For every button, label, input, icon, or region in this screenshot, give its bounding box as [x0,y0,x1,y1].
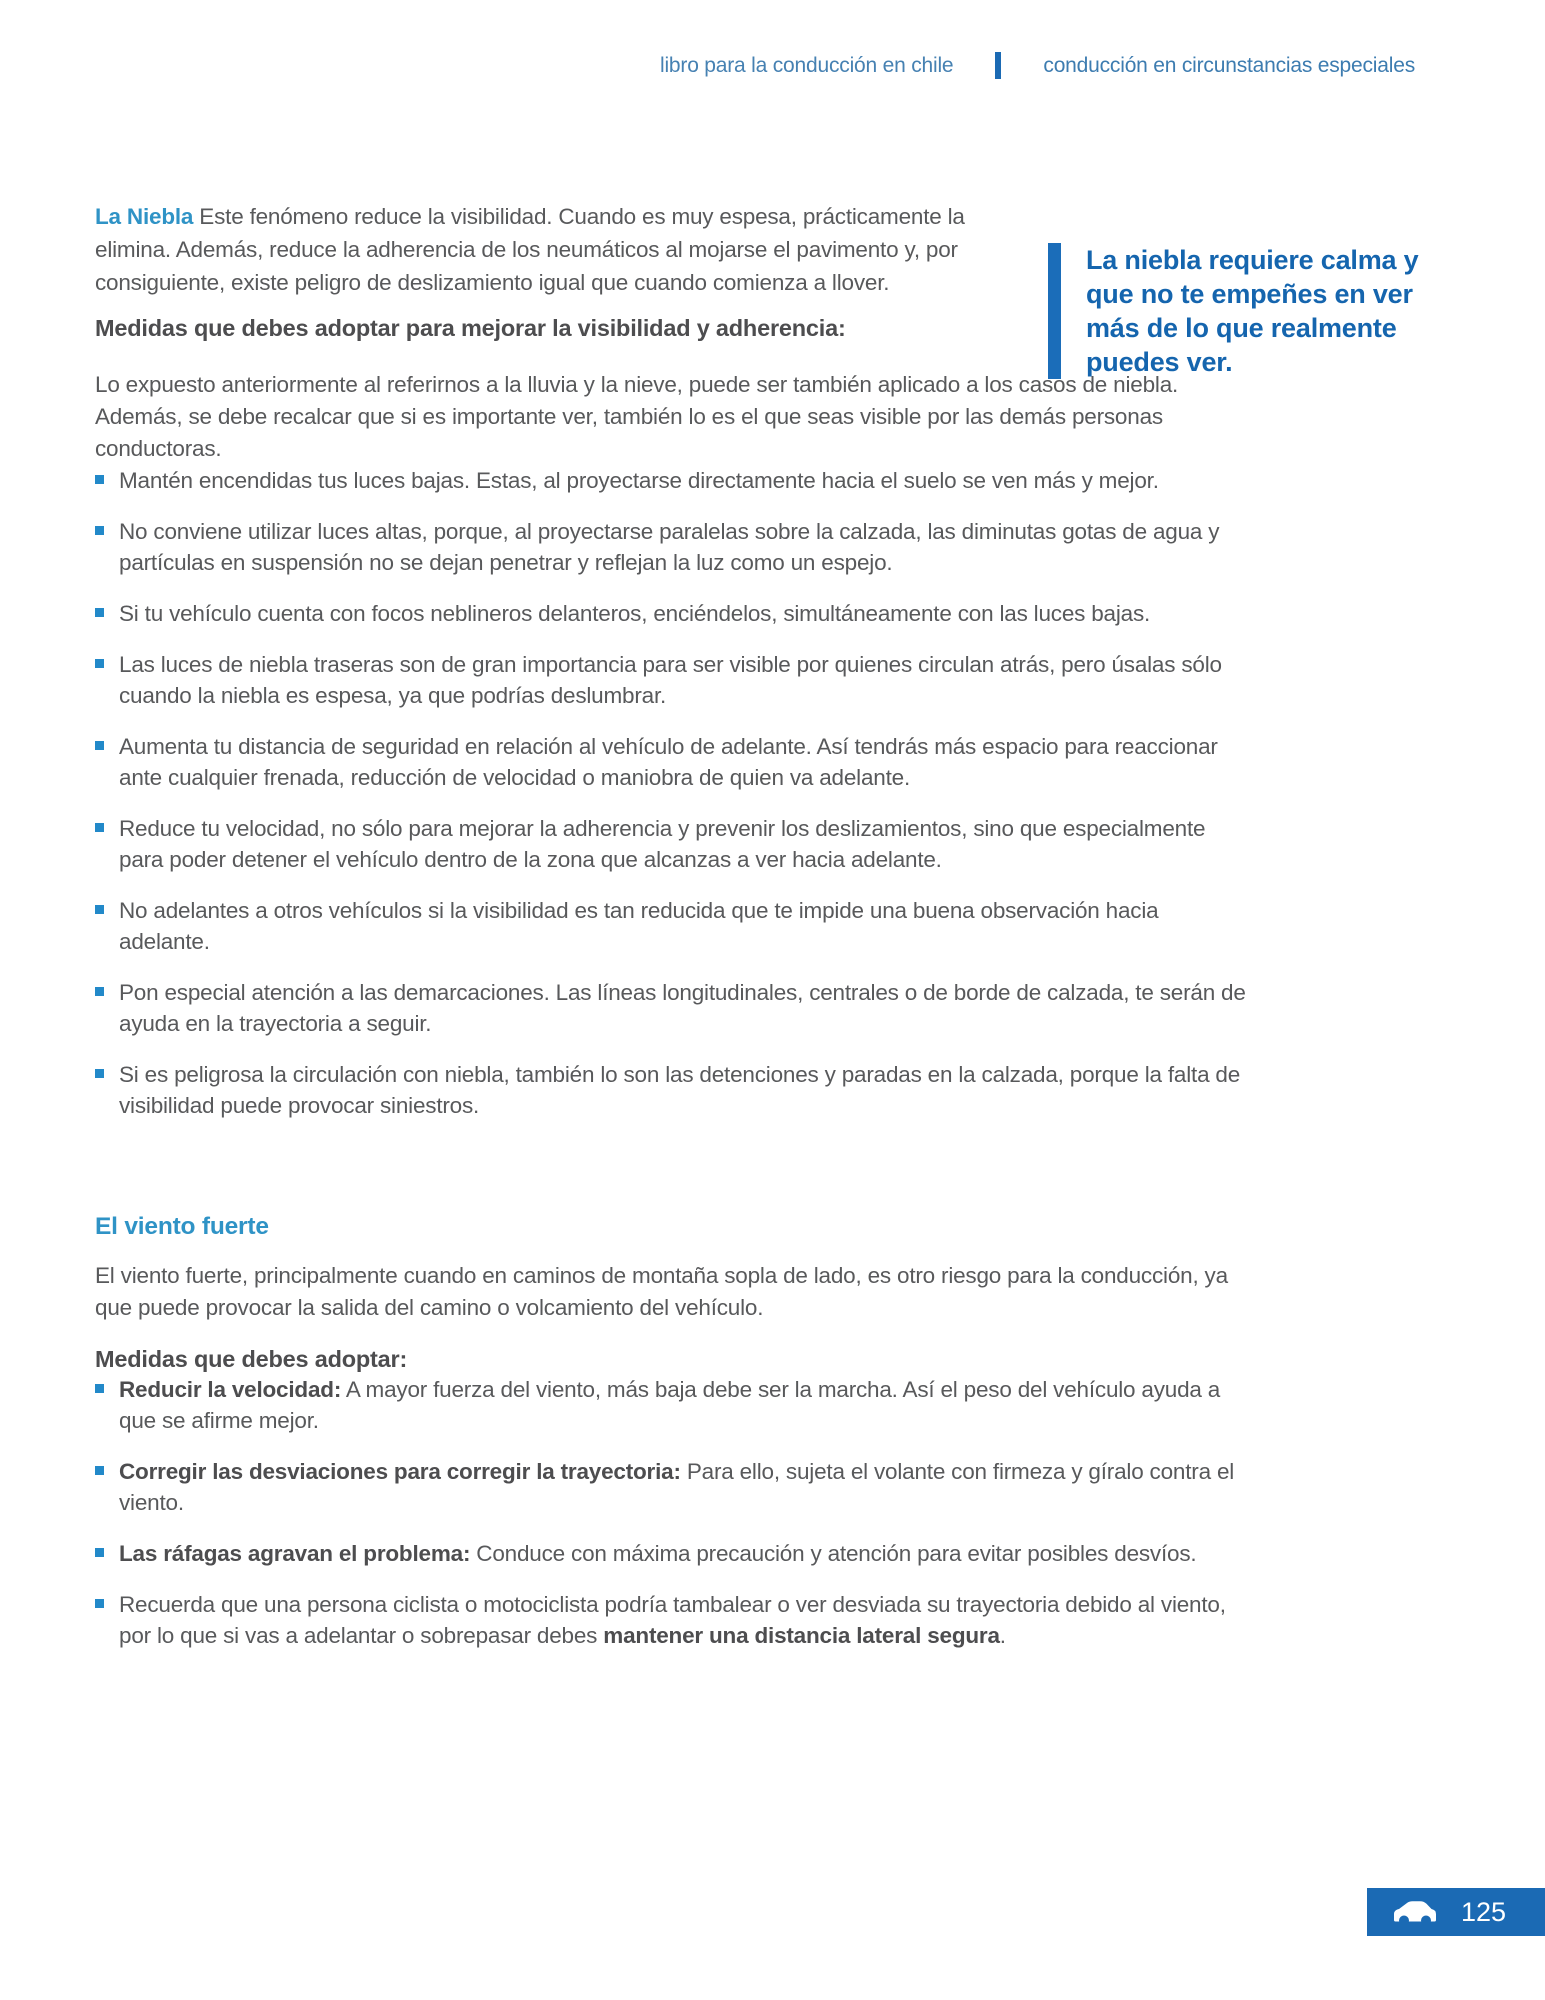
fog-bullet-list [95,465,1253,1121]
wind-section-title: El viento fuerte [95,1213,269,1240]
wind-measures-heading: Medidas que debes adoptar: [95,1346,408,1372]
wind-bullet-item [95,1538,1253,1569]
fog-callout-quote: La niebla requiere calma y que no te empeñes en ver más de lo que realmente puedes ver. [1048,243,1448,379]
bullet-marker-icon [95,987,104,996]
fog-bullet-text: Reduce tu velocidad, no sólo para mejorar la adherencia y prevenir los deslizamientos, sino que especialmente para poder detener el vehículo dentro de la zona que alcanzas a ver hacia adelante. [119,816,1206,872]
fog-bullet-text: Las luces de niebla traseras son de gran importancia para ser visible por quienes circulan atrás, pero úsalas sólo cuando la niebla es espesa, ya que podrías deslumbrar. [119,652,1222,708]
fog-section-title: La Niebla [95,204,194,229]
fog-bullet-text: Mantén encendidas tus luces bajas. Estas, al proyectarse directamente hacia el suelo se ven más y mejor. [119,468,1159,493]
fog-intro-paragraph [95,200,1035,299]
fog-bullet-text: No conviene utilizar luces altas, porque, al proyectarse paralelas sobre la calzada, las diminutas gotas de agua y partículas en suspensión no se dejan penetrar y reflejan la luz como un espejo. [119,519,1220,575]
wind-intro-paragraph: El viento fuerte, principalmente cuando en caminos de montaña sopla de lado, es otro riesgo para la conducción, ya que puede provocar la salida del camino o volcamiento del vehículo. [95,1263,1228,1320]
page-number: 125 [1461,1896,1507,1927]
bullet-marker-icon [95,1599,104,1608]
fog-intro-text: Este fenómeno reduce la visibilidad. Cuando es muy espesa, prácticamente la elimina. Además, reduce la adherencia de los neumáticos al mojarse el pavimento y, por consiguiente, existe peligro de deslizamiento igual que cuando comienza a llover. [95,204,965,295]
fog-bullet-item [95,649,1253,711]
bullet-marker-icon [95,1069,104,1078]
bullet-marker-icon [95,741,104,750]
wind-bullet-suffix: . [999,1623,1006,1648]
fog-bullet-item [95,598,1253,629]
wind-bullet-lead: Las ráfagas agravan el problema: [119,1541,471,1566]
bullet-marker-icon [95,659,104,668]
header-section-title: conducción en circunstancias especiales [1043,53,1415,77]
wind-bullet-item [95,1589,1253,1651]
fog-bullet-text: Pon especial atención a las demarcaciones. Las líneas longitudinales, centrales o de borde de calzada, te serán de ayuda en la trayectoria a seguir. [119,980,1246,1036]
fog-bullet-item [95,465,1253,496]
fog-bullet-text: Si tu vehículo cuenta con focos neblineros delanteros, enciéndelos, simultáneamente con las luces bajas. [119,601,1151,626]
bullet-marker-icon [95,608,104,617]
wind-bullet-text: Conduce con máxima precaución y atención para evitar posibles desvíos. [470,1541,1197,1566]
fog-note-paragraph: Lo expuesto anteriormente al referirnos a la lluvia y la nieve, puede ser también aplicado a los casos de niebla. Además, se debe recalcar que si es importante ver, también lo es el que seas visible por las demás personas conductoras. [95,372,1179,461]
wind-bullet-text: Para ello, sujeta el volante con firmeza y gíralo contra el viento. [119,1459,1235,1515]
page-footer-badge [1367,1888,1545,1936]
fog-bullet-text: No adelantes a otros vehículos si la visibilidad es tan reducida que te impide una buena observación hacia adelante. [119,898,1159,954]
fog-bullet-item [95,516,1253,578]
bullet-marker-icon [95,1548,104,1557]
wind-bullet-lead: Corregir las desviaciones para corregir la trayectoria: [119,1459,681,1484]
wind-bullet-list [95,1374,1253,1651]
fog-bullet-item [95,731,1253,793]
bullet-marker-icon [95,823,104,832]
bullet-marker-icon [95,1466,104,1475]
header-separator-bar [995,52,1001,79]
fog-bullet-text: Aumenta tu distancia de seguridad en relación al vehículo de adelante. Así tendrás más espacio para reaccionar ante cualquier frenada, reducción de velocidad o maniobra de quien va adelante. [119,734,1218,790]
wind-bullet-text: A mayor fuerza del viento, más baja debe ser la marcha. Así el peso del vehículo ayuda a que se afirme mejor. [119,1377,1221,1433]
header-book-title: libro para la conducción en chile [659,53,954,77]
fog-bullet-item [95,895,1253,957]
wind-bullet-text: Recuerda que una persona ciclista o motociclista podría tambalear o ver desviada su trayectoria debido al viento, por lo que si vas a adelantar o sobrepasar debes [119,1592,1226,1648]
bullet-marker-icon [95,526,104,535]
fog-bullet-item [95,1059,1253,1121]
bullet-marker-icon [95,475,104,484]
fog-bullet-item [95,813,1253,875]
wind-bullet-item [95,1456,1253,1518]
fog-bullet-text: Si es peligrosa la circulación con niebla, también lo son las detenciones y paradas en la calzada, porque la falta de visibilidad puede provocar siniestros. [119,1062,1241,1118]
wind-bullet-item [95,1374,1253,1436]
bullet-marker-icon [95,905,104,914]
wind-bullet-lead: Reducir la velocidad: [119,1377,342,1402]
wind-bullet-bold-tail: mantener una distancia lateral segura [603,1623,1000,1648]
car-icon [1391,1899,1439,1925]
page-header [660,52,1415,79]
bullet-marker-icon [95,1384,104,1393]
fog-measures-heading: Medidas que debes adoptar para mejorar la visibilidad y adherencia: [95,315,846,341]
fog-bullet-item [95,977,1253,1039]
